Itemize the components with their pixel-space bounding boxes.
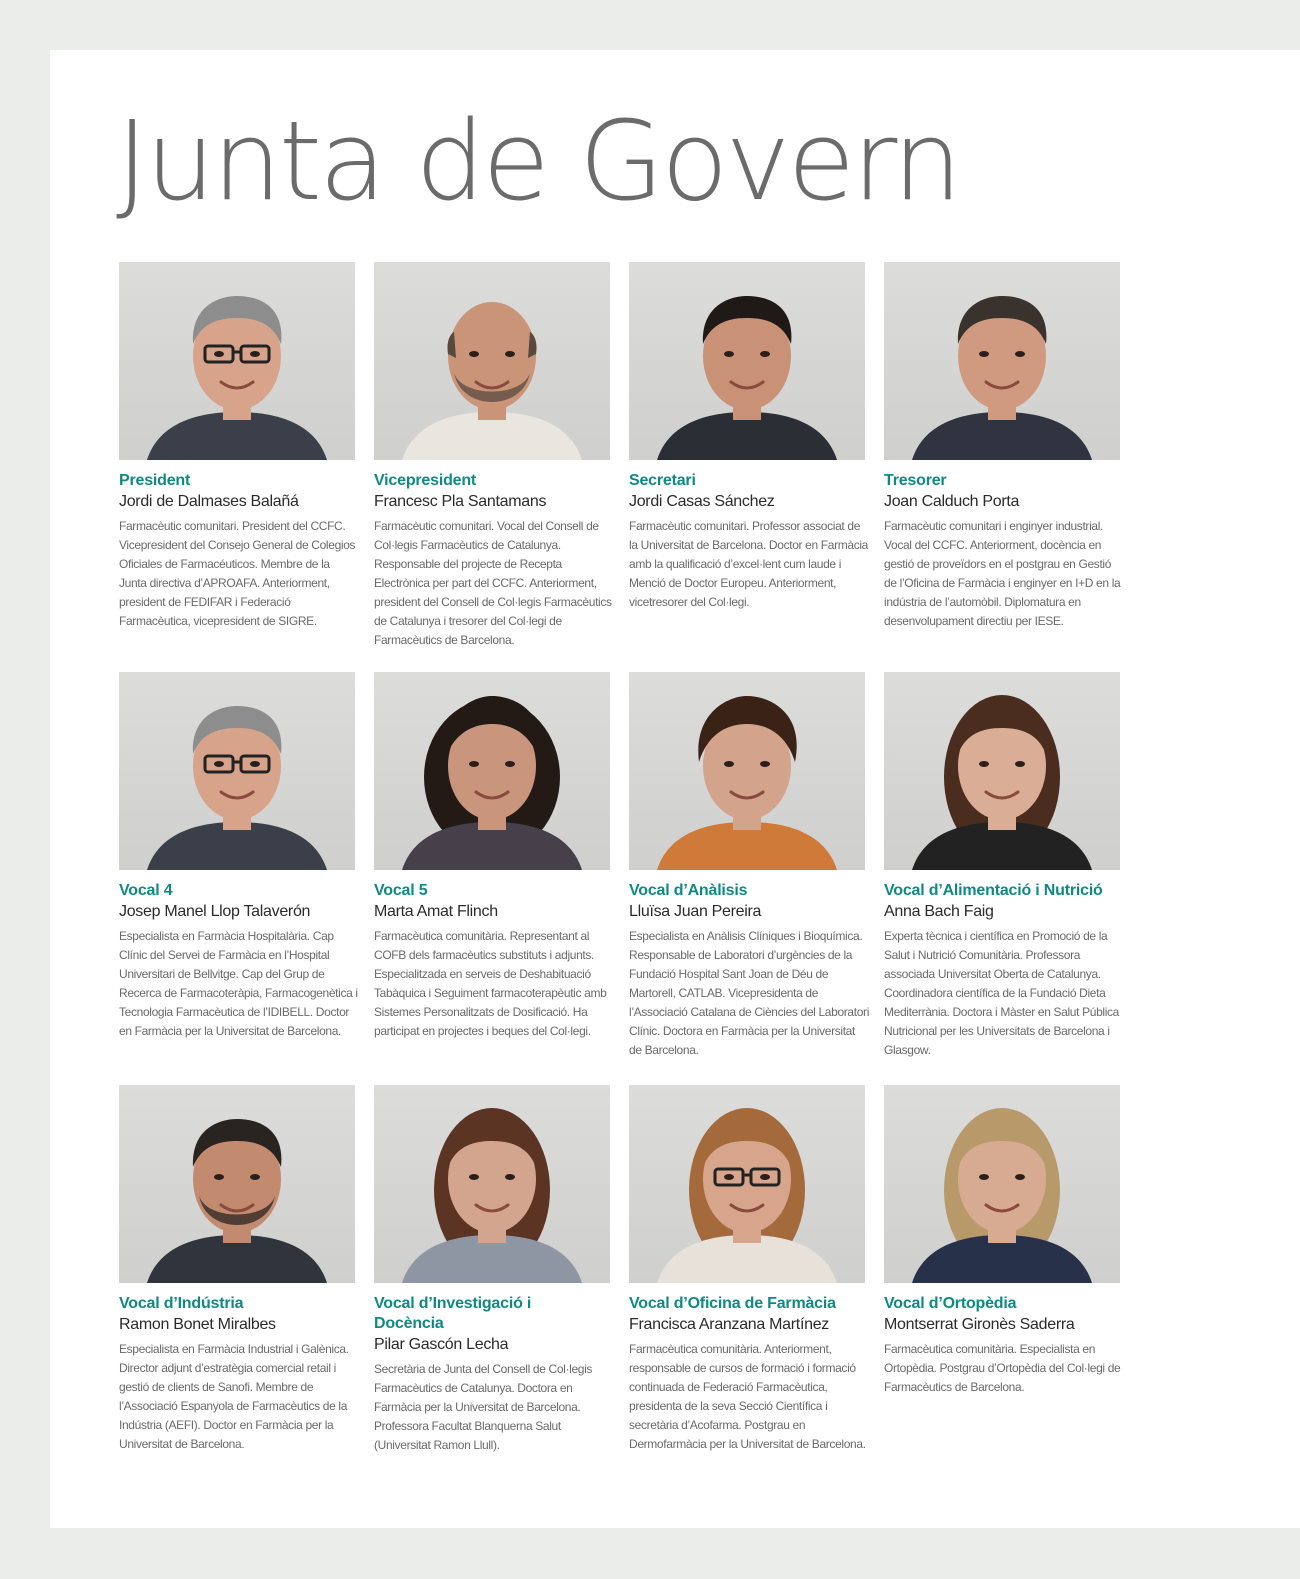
member-role: Vocal 5	[374, 882, 428, 899]
member-role: Vocal d’Anàlisis	[629, 882, 748, 899]
eye-right	[760, 761, 770, 767]
member-role: Secretari	[629, 472, 696, 489]
member-photo	[629, 262, 865, 460]
member-card	[629, 672, 869, 1060]
eye-right	[760, 351, 770, 357]
member-name: Marta Amat Flinch	[374, 903, 498, 920]
member-photo	[119, 1085, 355, 1283]
member-role: Vocal d’Alimentació i Nutrició	[884, 882, 1103, 899]
member-photo	[884, 262, 1120, 460]
member-name: Ramon Bonet Miralbes	[119, 1316, 276, 1333]
portrait-illustration	[884, 1085, 1120, 1283]
member-photo	[374, 1085, 610, 1283]
eye-left	[724, 1174, 734, 1180]
member-card	[374, 262, 614, 650]
portrait-illustration	[629, 672, 865, 870]
member-photo	[884, 672, 1120, 870]
member-role: Vocal 4	[119, 882, 173, 899]
portrait-illustration	[629, 262, 865, 460]
page	[50, 50, 1300, 1528]
member-card	[119, 1085, 359, 1454]
member-photo	[884, 1085, 1120, 1283]
member-bio: Farmacèutic comunitari. President del CCFC. Vicepresident del Consejo General de Colegios Oficiales de Farmacéuticos. Membre de la Junta directiva d’APROAFA. Anteriorment, president de FEDIFAR i Federació Farmacèutica, vicepresident de SIGRE.	[119, 519, 356, 628]
portrait-illustration	[119, 1085, 355, 1283]
member-name: Montserrat Gironès Saderra	[884, 1316, 1075, 1333]
member-card	[374, 672, 614, 1041]
portrait-illustration	[119, 672, 355, 870]
eye-right	[505, 351, 515, 357]
member-role: Vicepresident	[374, 472, 477, 489]
member-photo	[629, 1085, 865, 1283]
eye-left	[724, 351, 734, 357]
member-role: Vocal d’Ortopèdia	[884, 1295, 1017, 1312]
member-bio: Farmacèutic comunitari. Vocal del Consell de Col·legis Farmacèutics de Catalunya. Responsable del projecte de Recepta Electrònica per part del CCFC. Anteriorment, president del Consell de Col·legis Farmacèutics de Catalunya i tresorer del Col·legi de Farmacèutics de Barcelona.	[374, 519, 612, 647]
member-bio: Secretària de Junta del Consell de Col·legis Farmacèutics de Catalunya. Doctora en Farmàcia per la Universitat de Barcelona. Professora Facultat Blanquerna Salut (Universitat Ramon Llull).	[374, 1362, 593, 1452]
member-role: Vocal d’Indústria	[119, 1295, 244, 1312]
member-name: Lluïsa Juan Pereira	[629, 903, 762, 920]
member-card	[119, 672, 359, 1041]
eye-left	[214, 761, 224, 767]
eye-right	[1015, 761, 1025, 767]
eye-left	[469, 351, 479, 357]
portrait-illustration	[629, 1085, 865, 1283]
portrait-illustration	[374, 672, 610, 870]
member-name: Joan Calduch Porta	[884, 493, 1020, 510]
member-role: President	[119, 472, 191, 489]
member-bio: Farmacèutic comunitari. Professor associat de la Universitat de Barcelona. Doctor en Farmàcia amb la qualificació d’excel·lent cum laude i Menció de Doctor Europeu. Anteriorment, vicetresorer del Col·legi.	[629, 519, 868, 609]
eye-right	[1015, 351, 1025, 357]
member-photo	[629, 672, 865, 870]
portrait-illustration	[884, 672, 1120, 870]
portrait-illustration	[119, 262, 355, 460]
eye-right	[1015, 1174, 1025, 1180]
member-card	[884, 262, 1124, 631]
member-card	[629, 1085, 869, 1454]
member-bio: Farmacèutica comunitària. Representant al COFB dels farmacèutics substituts i adjunts. Especialitzada en serveis de Deshabituació Tabàquica i Seguiment farmacoterapèutic amb Sistemes Personalitzats de Dosificació. Ha participat en projectes i beques del Col·legi.	[374, 929, 607, 1038]
eye-left	[214, 351, 224, 357]
member-role: Vocal d’Investigació i Docència	[374, 1295, 532, 1332]
member-card	[374, 1085, 614, 1455]
page-title: Junta de Govern	[116, 97, 960, 225]
member-name: Anna Bach Faig	[884, 903, 994, 920]
eye-left	[979, 1174, 989, 1180]
member-name: Jordi de Dalmases Balañá	[119, 493, 299, 510]
member-bio: Farmacèutica comunitària. Especialista en Ortopèdia. Postgrau d’Ortopèdia del Col·legi de Farmacèutics de Barcelona.	[884, 1342, 1121, 1394]
member-role: Vocal d’Oficina de Farmàcia	[629, 1295, 836, 1312]
member-photo	[374, 672, 610, 870]
member-card	[884, 672, 1124, 1060]
member-bio: Especialista en Farmàcia Industrial i Galènica. Director adjunt d’estratègia comercial retail i gestió de clients de Sanofi. Membre de l’Associació Espanyola de Farmacèutics de la Indústria (AEFI). Doctor en Farmàcia per la Universitat de Barcelona.	[119, 1342, 349, 1451]
member-card	[629, 262, 869, 612]
member-name: Josep Manel Llop Talaverón	[119, 903, 311, 920]
eye-left	[469, 1174, 479, 1180]
member-name: Jordi Casas Sánchez	[629, 493, 775, 510]
eye-right	[760, 1174, 770, 1180]
member-name: Francisca Aranzana Martínez	[629, 1316, 829, 1333]
member-bio: Especialista en Farmàcia Hospitalària. Cap Clínic del Servei de Farmàcia en l’Hospital Universitari de Bellvitge. Cap del Grup de Recerca de Farmacoteràpia, Farmacogenètica i Tecnologia Farmacèutica de l’IDIBELL. Doctor en Farmàcia per la Universitat de Barcelona.	[119, 929, 358, 1038]
eye-left	[214, 1174, 224, 1180]
member-bio: Farmacèutica comunitària. Anteriorment, responsable de cursos de formació i formació continuada de Federació Farmacèutica, presidenta de la seva Secció Científica i secretària d’Acofarma. Postgrau en Dermofarmàcia per la Universitat de Barcelona.	[629, 1342, 866, 1451]
eye-left	[469, 761, 479, 767]
member-card	[884, 1085, 1124, 1397]
member-card	[119, 262, 359, 631]
eye-right	[505, 761, 515, 767]
member-photo	[374, 262, 610, 460]
portrait-illustration	[884, 262, 1120, 460]
member-photo	[119, 262, 355, 460]
member-photo	[119, 672, 355, 870]
member-bio: Experta tècnica i científica en Promoció de la Salut i Nutrició Comunitària. Professora associada Universitat Oberta de Catalunya. Coordinadora científica de la Fundació Dieta Mediterrània. Doctora i Màster en Salut Pública Nutricional per les Universitats de Barcelona i Glasgow.	[884, 929, 1119, 1057]
eye-left	[724, 761, 734, 767]
eye-right	[250, 351, 260, 357]
portrait-illustration	[374, 1085, 610, 1283]
member-role: Tresorer	[884, 472, 947, 489]
member-bio: Especialista en Anàlisis Clíniques i Bioquímica. Responsable de Laboratori d’urgències de la Fundació Hospital Sant Joan de Déu de Martorell, CATLAB. Vicepresidenta de l’Associació Catalana de Ciències del Laboratori Clínic. Doctora en Farmàcia per la Universitat de Barcelona.	[629, 929, 870, 1057]
eye-right	[250, 1174, 260, 1180]
eye-right	[505, 1174, 515, 1180]
eye-left	[979, 351, 989, 357]
member-bio: Farmacèutic comunitari i enginyer industrial. Vocal del CCFC. Anteriorment, docència en gestió de proveïdors en el postgrau en Gestió de l’Oficina de Farmàcia i enginyer en I+D en la indústria de l’automòbil. Diplomatura en desenvolupament directiu per IESE.	[884, 519, 1121, 628]
member-name: Pilar Gascón Lecha	[374, 1336, 509, 1353]
eye-right	[250, 761, 260, 767]
portrait-illustration	[374, 262, 610, 460]
eye-left	[979, 761, 989, 767]
member-name: Francesc Pla Santamans	[374, 493, 547, 510]
